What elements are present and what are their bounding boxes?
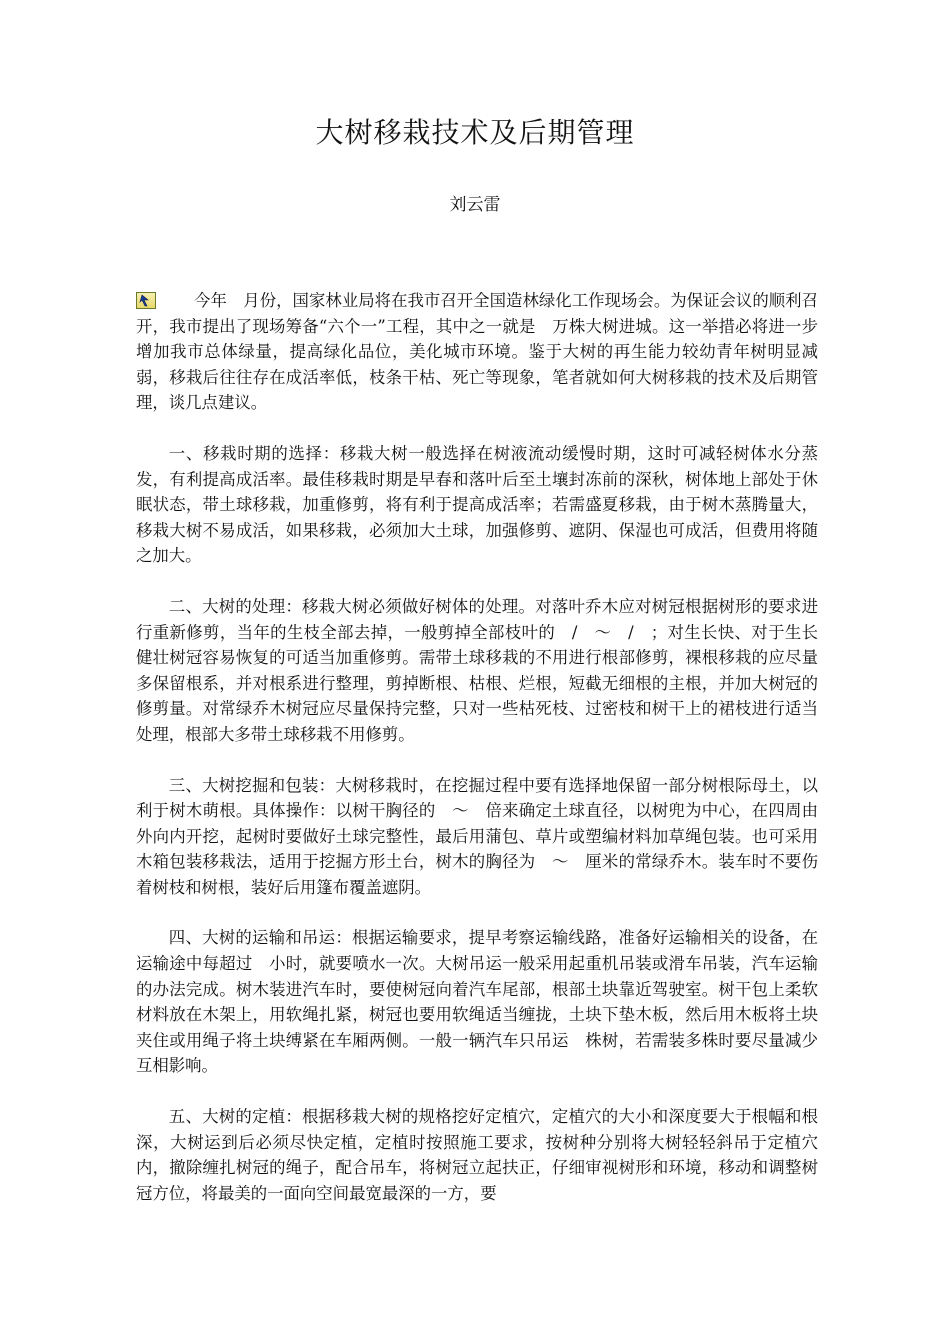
intro-paragraph	[136, 288, 818, 416]
document-body	[136, 288, 818, 1231]
section-paragraph: 五、大树的定植：根据移栽大树的规格挖好定植穴，定植穴的大小和深度要大于根幅和根深，大树运到后必须尽快定植，定植时按照施工要求，按树种分别将大树轻轻斜吊于定植穴内，撤除缠扎树冠的绳子，配合吊车，将树冠立起扶正，仔细审视树形和环境，移动和调整树冠方位，将最美的一面向空间最宽最深的一方，要	[136, 1107, 818, 1203]
section-paragraph: 三、大树挖掘和包装：大树移栽时，在挖掘过程中要有选择地保留一部分树根际母土，以利于树木萌根。具体操作：以树干胸径的 ～ 倍来确定土球直径，以树兜为中心，在四周由外向内开挖，起树时要做好土球完整性，最后用蒲包、草片或塑编材料加草绳包装。也可采用木箱包装移栽法，适用于挖掘方形土台，树木的胸径为 ～ 厘米的常绿乔木。装车时不要伤着树枝和树根，装好后用篷布覆盖遮阴。	[136, 775, 818, 897]
section-paragraph: 四、大树的运输和吊运：根据运输要求，提早考察运输线路，准备好运输相关的设备，在运输途中每超过 小时，就要喷水一次。大树吊运一般采用起重机吊装或滑车吊装，汽车运输的办法完成。树木装进汽车时，要使树冠向着汽车尾部，根部土块靠近驾驶室。树干包上柔软材料放在木架上，用软绳扎紧，树冠也要用软绳适当缠拢，土块下垫木板，然后用木板将土块夹住或用绳子将土块缚紧在车厢两侧。一般一辆汽车只吊运 株树，若需装多株时要尽量减少互相影响。	[136, 928, 818, 1076]
paragraph-text: 今年 月份，国家林业局将在我市召开全国造林绿化工作现场会。为保证会议的顺利召开，我市提出了现场筹备“六个一”工程，其中之一就是 万株大树进城。这一举措必将进一步增加我市总体绿量，提高绿化品位，美化城市环境。鉴于大树的再生能力较幼青年树明显减弱，移栽后往往存在成活率低，枝条干枯、死亡等现象，笔者就如何大树移栽的技术及后期管理，谈几点建议。	[136, 291, 818, 413]
section-paragraph: 一、移栽时期的选择：移栽大树一般选择在树液流动缓慢时期，这时可减轻树体水分蒸发，有利提高成活率。最佳移栽时期是早春和落叶后至土壤封冻前的深秋，树体地上部处于休眠状态，带土球移栽，加重修剪，将有利于提高成活率；若需盛夏移栽，由于树木蒸腾量大，移栽大树不易成活，如果移栽，必须加大土球，加强修剪、遮阴、保湿也可成活，但费用将随之加大。	[136, 443, 818, 566]
document-title: 大树移栽技术及后期管理	[315, 116, 635, 149]
section-paragraph: 二、大树的处理：移栽大树必须做好树体的处理。对落叶乔木应对树冠根据树形的要求进行重新修剪，当年的生枝全部去掉，一般剪掉全部枝叶的 / ～ / ；对生长快、对于生长健壮树冠容易恢复的可适当加重修剪。需带土球移栽的不用进行根部修剪，裸根移栽的应尽量多保留根系，并对根系进行整理，剪掉断根、枯根、烂根，短截无细根的主根，并加大树冠的修剪量。对常绿乔木树冠应尽量保持完整，只对一些枯死枝、过密枝和树干上的裙枝进行适当处理，根部大多带土球移栽不用修剪。	[136, 596, 818, 744]
note-annotation-icon[interactable]	[136, 292, 156, 309]
author-name: 刘云雷	[449, 195, 501, 215]
